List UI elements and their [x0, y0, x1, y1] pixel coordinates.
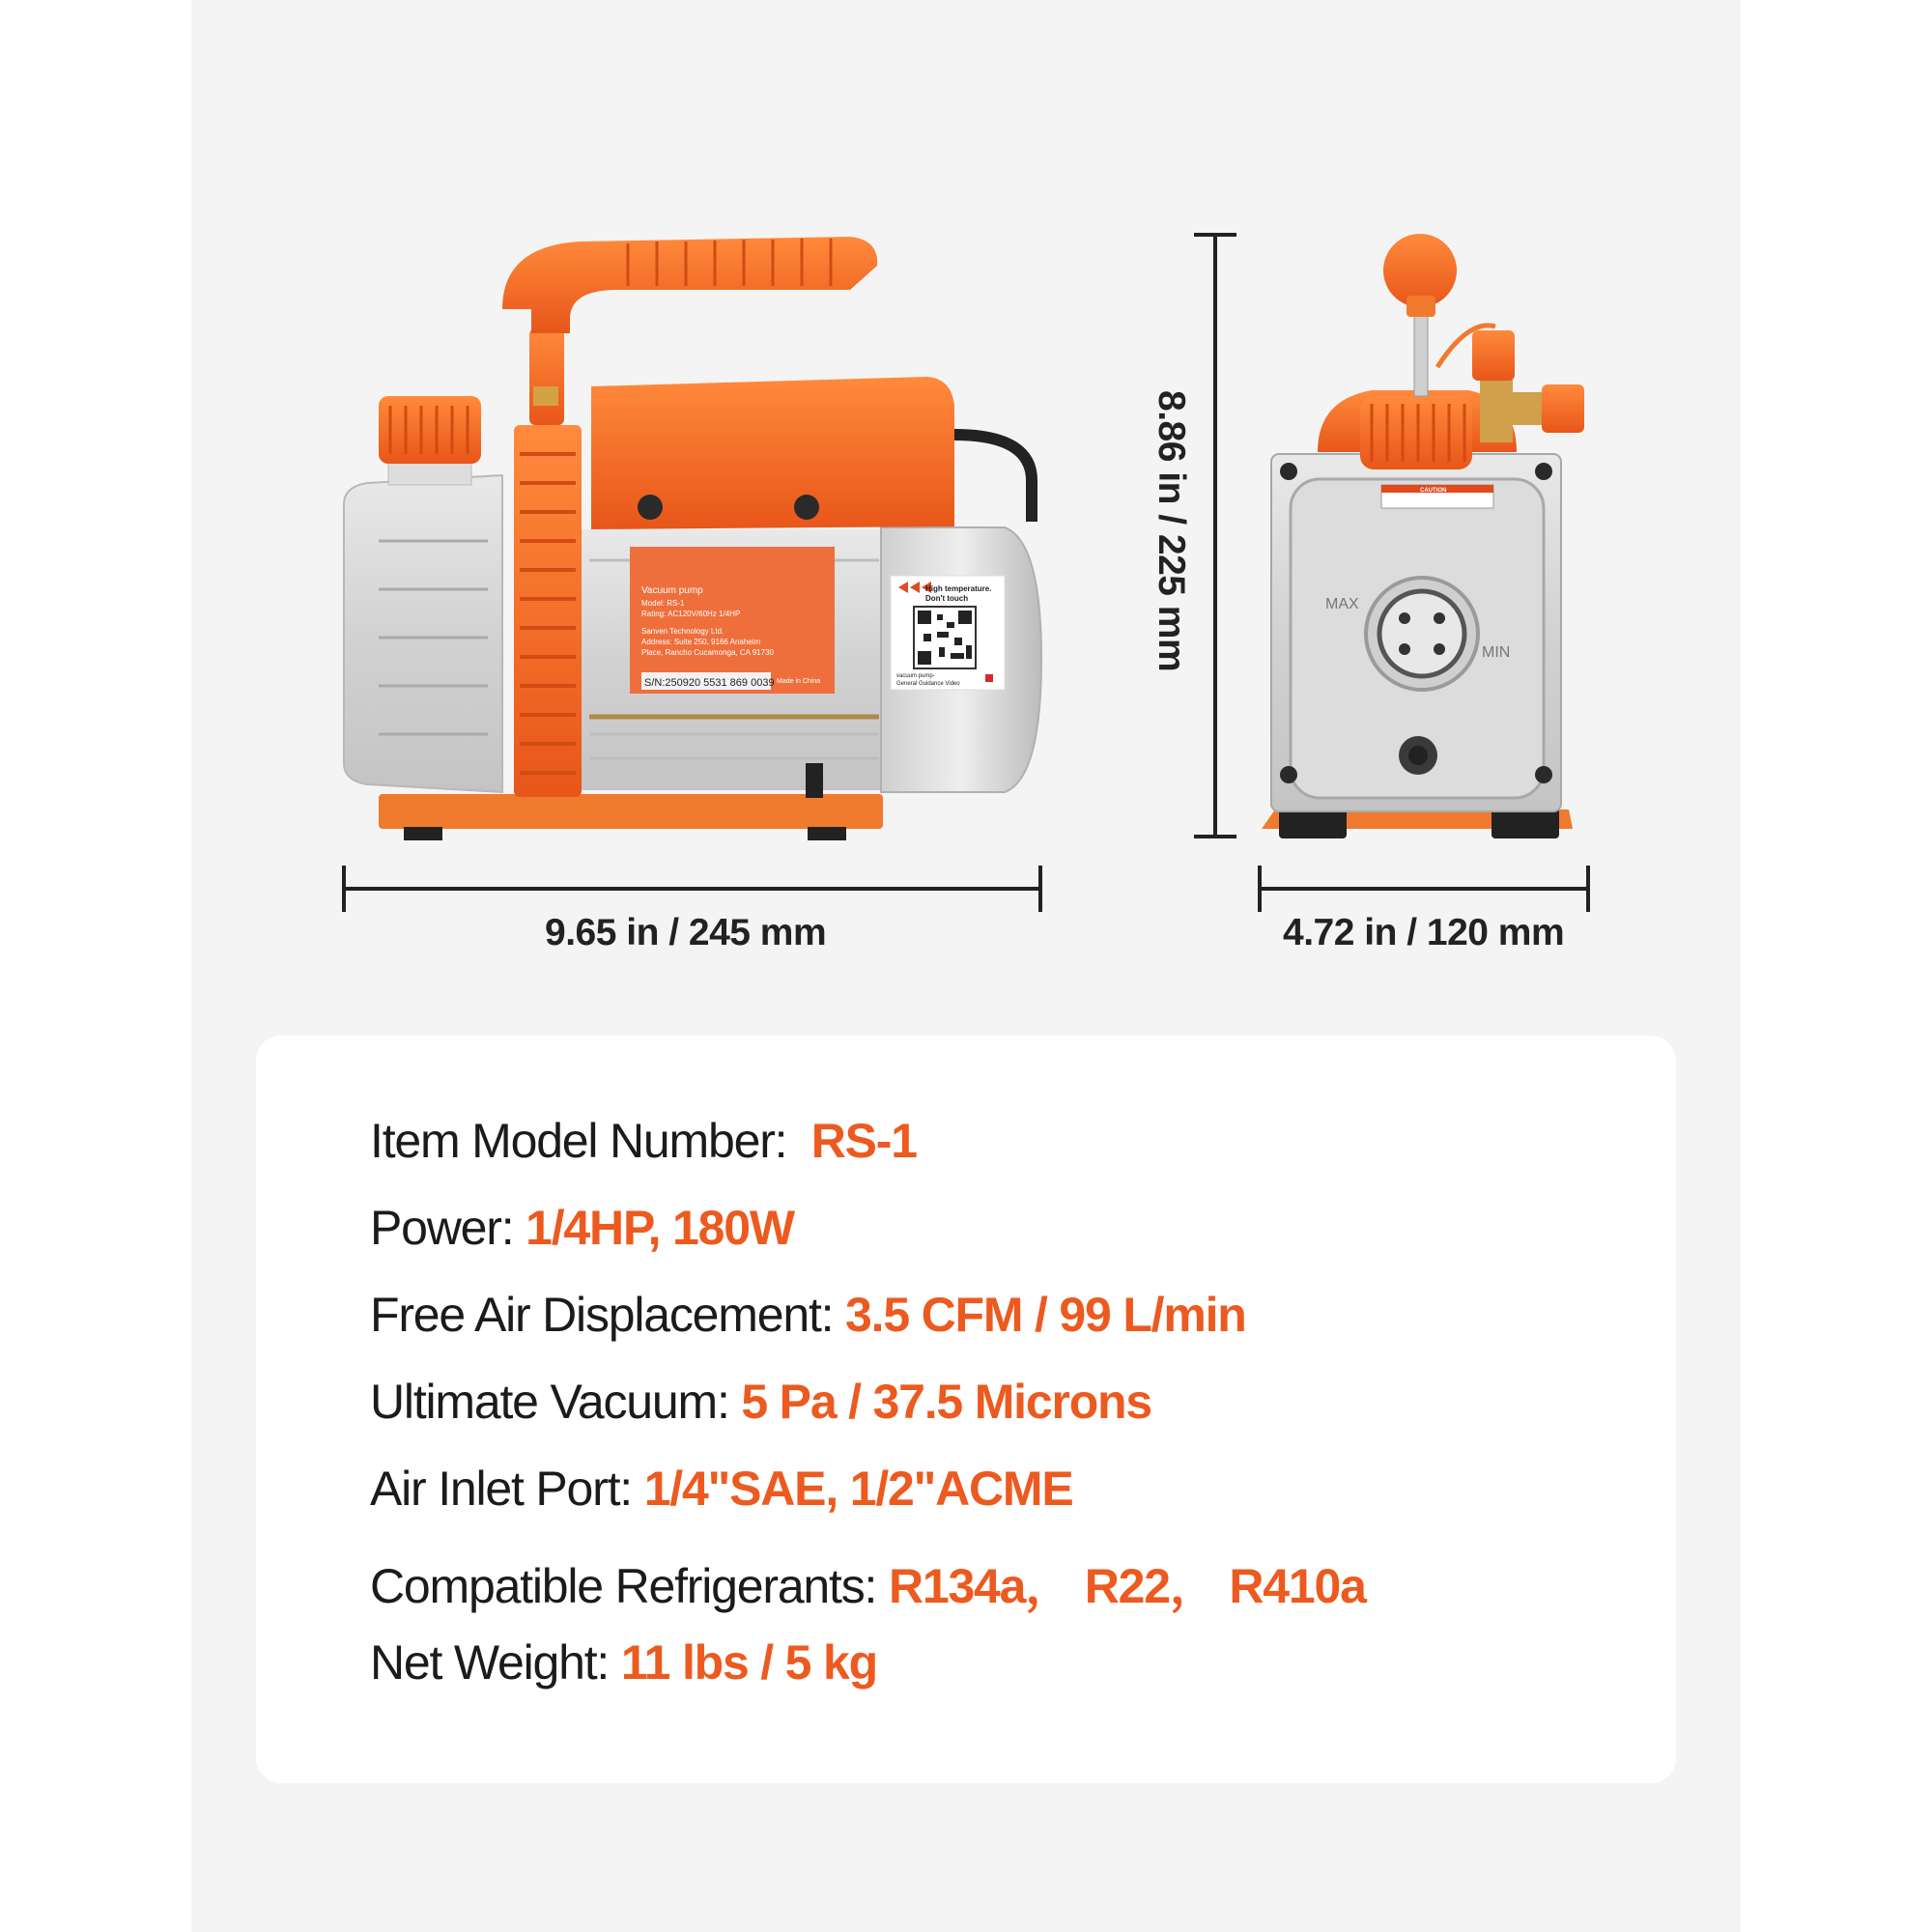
length-label: 9.65 in / 245 mm: [545, 912, 827, 953]
spec-key: Compatible Refrigerants:: [370, 1559, 877, 1613]
label-serial: S/N:250920 5531 869 0039: [644, 677, 775, 689]
width-label: 4.72 in / 120 mm: [1283, 912, 1565, 953]
spec-key: Ultimate Vacuum:: [370, 1375, 729, 1429]
spec-value: R134a， R22， R410a: [888, 1559, 1366, 1613]
handle: [502, 237, 877, 333]
side-view-pump: [344, 237, 1041, 840]
spec-value: 3.5 CFM / 99 L/min: [845, 1288, 1246, 1342]
oil-cap: [379, 396, 481, 464]
caution-text: CAUTION: [1420, 488, 1447, 494]
min-mark: MIN: [1482, 644, 1511, 661]
spec-card: [256, 1036, 1676, 1783]
spec-row-inlet: [370, 1461, 1073, 1517]
spec-value: 1/4HP, 180W: [526, 1201, 794, 1255]
warning-footer2: General Guidance Video: [896, 681, 960, 687]
oil-chamber: [344, 475, 502, 792]
spec-value: 11 lbs / 5 kg: [620, 1635, 877, 1690]
label-line5: Address: Suite 250, 9166 Anaheim: [641, 638, 761, 646]
spec-row-displacement: [370, 1287, 1246, 1343]
front-view-pump: [1262, 234, 1584, 838]
base-plate: [379, 794, 883, 829]
warning-footer1: vacuum pump-: [896, 673, 935, 679]
spec-key: Free Air Displacement:: [370, 1288, 834, 1342]
spec-value: 5 Pa / 37.5 Microns: [741, 1375, 1152, 1429]
spec-key: Air Inlet Port:: [370, 1462, 632, 1516]
label-line1: Vacuum pump: [641, 585, 703, 596]
spec-row-power: [370, 1200, 794, 1256]
warning-line2: Don't touch: [925, 594, 969, 603]
frame-column: [514, 425, 582, 797]
label-line2: Model: RS-1: [641, 599, 685, 608]
label-line6: Place, Rancho Cucamonga, CA 91730: [641, 648, 774, 657]
label-origin: Made in China: [777, 678, 821, 685]
label-line4: Sanven Technology Ltd.: [641, 627, 724, 636]
spec-key: Power:: [370, 1201, 514, 1255]
height-label: 8.86 in / 225 mm: [1151, 390, 1192, 672]
width-dimension-line: [1260, 866, 1588, 912]
max-mark: MAX: [1325, 596, 1359, 612]
spec-row-weight: [370, 1634, 877, 1690]
warning-line1: High temperature.: [925, 584, 992, 593]
spec-value: 1/4"SAE, 1/2"ACME: [643, 1462, 1073, 1516]
spec-key: Item Model Number:: [370, 1114, 787, 1168]
spec-row-refrigerants: [370, 1548, 1366, 1617]
spec-row-model: [370, 1113, 917, 1169]
height-dimension-line: [1194, 235, 1236, 837]
spec-key: Net Weight:: [370, 1635, 610, 1690]
length-dimension-line: [344, 866, 1040, 912]
label-line3: Rating: AC120V/60Hz 1/4HP: [641, 610, 741, 618]
product-label: [630, 547, 835, 694]
spec-row-vacuum: [370, 1374, 1151, 1430]
front-oil-cap: [1360, 396, 1472, 469]
spec-value: RS-1: [810, 1114, 917, 1168]
